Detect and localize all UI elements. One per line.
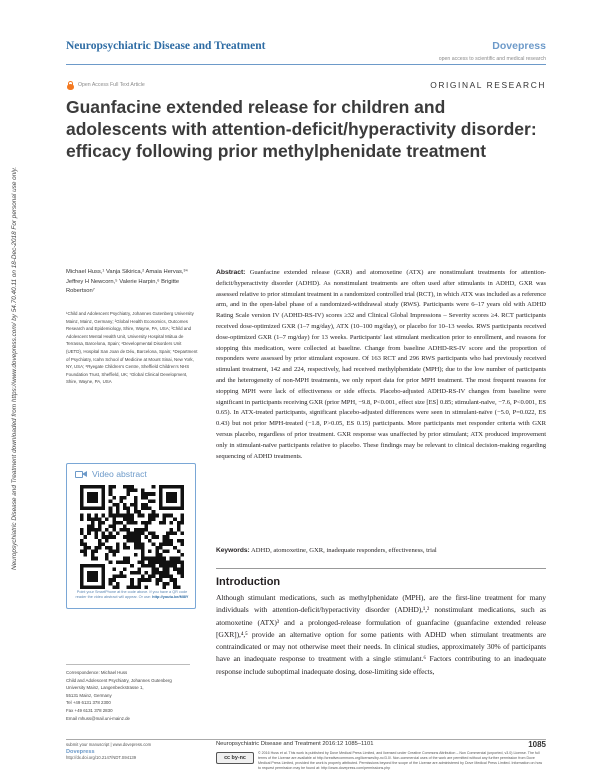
cc-license-label: cc by-nc [224,755,246,761]
correspondence-divider [66,664,190,665]
article-title: Guanfacine extended release for children and adolescents with attention-deficit/hyperactivity disorder: efficacy following prior methylphenidate treatment [66,97,537,161]
correspondence-line: 55131 Mainz, Germany [66,692,112,698]
doi-link[interactable]: http://dx.doi.org/10.2147/NDT.S94139 [66,755,137,761]
journal-header [66,40,546,74]
video-abstract-label: Video abstract [92,469,147,479]
dovepress-logo[interactable]: Dovepress [492,40,546,52]
footer-divider [66,739,546,740]
dovepress-tagline: open access to scientific and medical research [438,56,546,62]
correspondence-line: University Mainz, Langenbeckstrasse 1, [66,685,144,691]
creative-commons-badge[interactable] [216,752,254,764]
footer-citation: Neuropsychiatric Disease and Treatment 2016:12 1085–1101 [216,741,374,747]
footer-left [66,742,206,762]
video-abstract-header [75,469,147,479]
correspondence-line: Tel +49 6131 378 2300 [66,700,111,706]
abstract [216,268,546,462]
download-side-note [10,150,38,570]
correspondence-line: Fax +49 6131 378 2830 [66,707,113,713]
open-access-label: Open Access Full Text Article [78,82,145,88]
open-access-badge [66,80,145,90]
correspondence-heading: Correspondence: Michael Huss [66,670,128,675]
header-divider [66,64,546,65]
video-abstract-link[interactable]: http://youtu.be/Ml8Y [152,595,189,600]
download-side-note-text: Neuropsychiatric Disease and Treatment downloaded from https://www.dovepress.com/ by 54.70.40.11 on 18-Dec-2018 For personal use only. [11,166,18,570]
author-affiliations: ¹Child and Adolescent Psychiatry, Johannes Gutenberg University Mainz, Mainz, Germany; ²Global Health Economics, Outcomes Research and Epidemiology, Shire, Wayne, PA, USA; ³Child and Adolescent Mental Health Unit, University Hospital Mútua de Terrassa, Barcelona, Spain; ⁴Developmental Disorders Unit (UETD), Hospital San Joan de Déu, Barcelona, Spain; ⁵Department of Psychiatry, Icahn School of Medicine at Mount Sinai, New York, NY, USA; ⁶Ryegate Children's Centre, Sheffield Children's NHS Foundation Trust, Sheffield, UK; ⁷Global Clinical Development, Shire, Wayne, PA, USA [66,311,198,385]
video-abstract-box[interactable] [66,463,196,609]
page-number: 1085 [528,740,546,749]
open-lock-icon [66,81,74,90]
keywords-heading: Keywords: [216,547,250,554]
article-type: ORIGINAL RESEARCH [430,80,546,90]
author-list: Michael Huss,¹ Vanja Sikirica,² Amaia Hervas,³⁴ Jeffrey H Newcorn,⁵ Valerie Harpin,⁶ Brigitte Robertson⁷ [66,269,188,294]
license-text: © 2016 Huss et al. This work is published by Dove Medical Press Limited, and licensed under Creative Commons Attribution – Non Commercial (unported, v3.0) License. The full terms of the License are available at http://creativecommons.org/licenses/by-nc/3.0/. Non-commercial uses of the work are permitted without any further permission from Dove Medical Press Limited, provided the work is properly attributed. Permissions beyond the scope of the License are administered by Dove Medical Press Limited. Information on how to request permission may be found at: http://www.dovepress.com/permissions.php [258,751,543,770]
abstract-text: Guanfacine extended release (GXR) and atomoxetine (ATX) are nonstimulant treatments for attention-deficit/hyperactivity disorder (ADHD). As nonstimulant treatments are often used after stimulants in ADHD, GXR was assessed relative to prior stimulant treatment in a randomized controlled trial (RCT), in which ATX was included as a reference arm, and in the open-label phase of a randomized-withdrawal study (RWS). Participants were 6–17 years old with ADHD Rating Scale version IV (ADHD-RS-IV) scores ≥32 and Clinical Global Impressions – Severity scores ≥4. RCT participants received dose-optimized GXR (1–7 mg/day), ATX (10–100 mg/day), or placebo for 10–13 weeks. RWS participants received dose-optimized GXR (1–7 mg/day) for 13 weeks. Participants' last stimulant medication prior to enrollment, and reasons for stopping this medication, were collected at baseline. Change from baseline ADHD-RS-IV score and the proportion of responders were assessed by prior stimulant exposure. Of 163 RCT and 296 RWS participants who had previously received stimulant treatment, 142 and 224, respectively, had received methylphenidate (MPH); due to the low number of participants and the heterogeneity of non-MPH treatments, we only report data for prior MPH treatment. The most frequent reasons for stopping MPH were lack of effectiveness or side effects. Placebo-adjusted ADHD-RS-IV changes from baseline were significant in participants receiving GXR (prior MPH, −9.8, P<0.001, effect size [ES] 0.85; stimulant-naïve, −7.6, P<0.001, ES 0.65). In ATX-treated participants, significant placebo-adjusted differences were seen in stimulant-naïve (−5.0, P=0.022, ES 0.43) but not prior MPH-treated (−1.8, P>0.05, ES 0.15) participants. More participants met responder criteria with GXR versus placebo, regardless of prior treatment. GXR response was unaffected by prior stimulant; ATX produced improvement only in stimulant-naïve participants relative to placebo. These findings may be relevant to clinical decision-making regarding sequencing of ADHD treatments. [216,269,546,460]
introduction-heading: Introduction [216,576,281,588]
correspondence-email[interactable]: Email mhuss@mail.uni-mainz.de [66,715,130,721]
correspondence-block [66,669,202,722]
keywords-text: ADHD, atomoxetine, GXR, inadequate responders, effectiveness, trial [251,547,437,554]
introduction-divider [216,568,546,569]
video-caption-text: Point your SmartPhone at the code above. If you have a QR code reader the video abstract will appear. Or use: [75,590,188,600]
qr-code[interactable] [80,485,184,589]
submit-manuscript-link[interactable]: submit your manuscript | www.dovepress.com [66,742,152,747]
journal-name[interactable]: Neuropsychiatric Disease and Treatment [66,40,266,52]
correspondence-line: Child and Adolescent Psychiatry, Johannes Gutenberg [66,677,172,683]
keywords [216,546,546,557]
video-camera-icon [75,469,87,479]
abstract-heading: Abstract: [216,269,246,276]
video-abstract-caption [73,590,191,601]
introduction-text: Although stimulant medications, such as methylphenidate (MPH), are the first-line treatment for many individuals with attention-deficit/hyperactivity disorder (ADHD),¹,² nonstimulant medications, such as atomoxetine (ATX)³ and a prolonged-release formulation of guanfacine (guanfacine extended release [GXR]),⁴,⁵ provide an alternative option for some patients with ADHD when stimulant treatments are contraindicated or may not otherwise meet their needs. In clinical studies, approximately 30% of participants have an inadequate response to treatment with a single stimulant.⁶ Factors contributing to an inadequate response include suboptimal inadequate dosing, dose-limiting side effects, [216,593,546,676]
footer-dovepress-logo[interactable]: Dovepress [66,748,95,755]
